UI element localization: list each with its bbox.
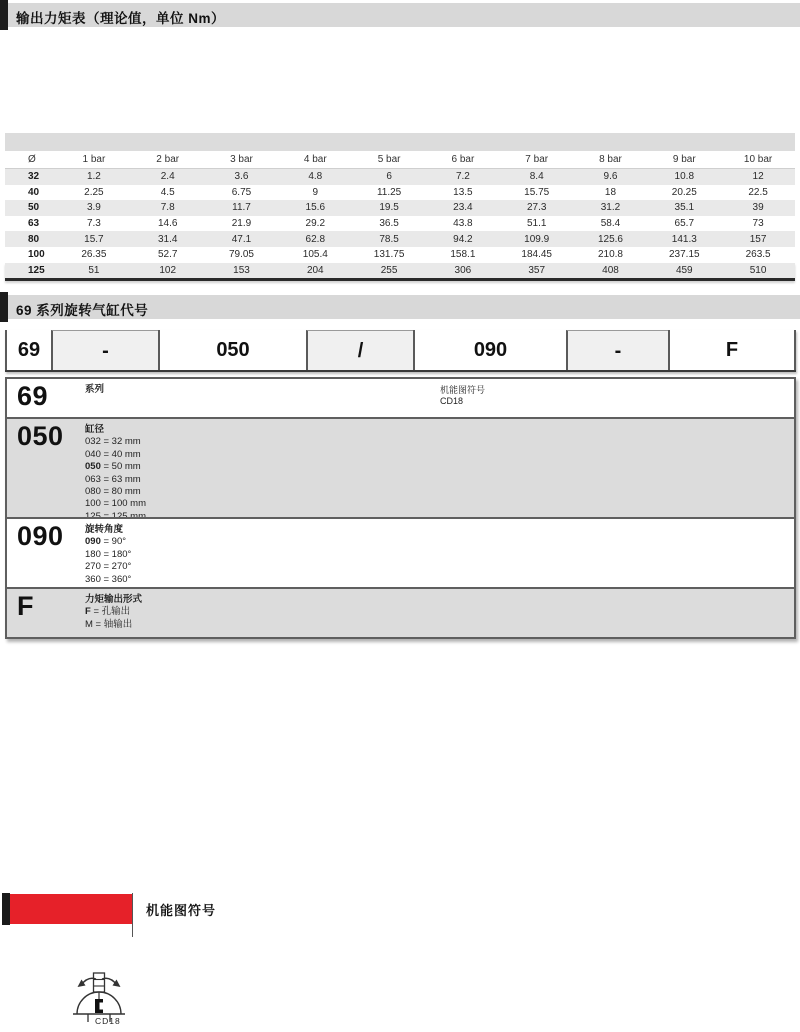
torque-value-cell: 15.7 xyxy=(84,233,104,245)
torque-table-grid xyxy=(5,151,795,281)
code-option: 040 = 40 mm xyxy=(85,448,141,460)
code-option: F = 孔输出 xyxy=(85,606,131,618)
torque-value-cell: 21.9 xyxy=(231,218,252,230)
pressure-column-header: 8 bar xyxy=(599,154,622,165)
torque-value-cell: 9.6 xyxy=(603,171,618,183)
code-segment: 050 xyxy=(17,421,64,451)
code-option: 050 = 50 mm xyxy=(85,461,141,473)
code-description-body xyxy=(85,519,794,587)
torque-value-cell: 35.1 xyxy=(674,202,695,214)
table-row xyxy=(5,247,795,263)
torque-value-cell: 78.5 xyxy=(379,233,399,245)
torque-value-cell: 125.6 xyxy=(597,233,623,245)
torque-value-cell: 1.2 xyxy=(86,171,101,183)
torque-value-cell: 7.2 xyxy=(455,171,470,183)
torque-value-cell: 22.5 xyxy=(748,186,768,198)
order-code-cell: / xyxy=(306,330,413,370)
table-row xyxy=(5,216,795,232)
code-option: 063 = 63 mm xyxy=(85,473,141,485)
code-description-title: 旋转角度 xyxy=(85,524,124,535)
torque-value-cell: 13.5 xyxy=(453,186,473,198)
diameter-cell: 50 xyxy=(28,202,40,214)
torque-value-cell: 31.2 xyxy=(600,202,621,214)
diameter-cell: 40 xyxy=(28,186,40,198)
function-symbol-heading: 机能图符号 xyxy=(146,903,217,918)
code-option: 125 = 125 mm xyxy=(85,510,147,522)
torque-value-cell: 306 xyxy=(454,264,472,276)
legend-divider-line xyxy=(132,893,133,937)
section-accent-bar xyxy=(0,0,8,30)
pressure-column-header: 10 bar xyxy=(743,154,773,165)
pressure-column-header: 6 bar xyxy=(451,154,475,165)
torque-value-cell: 11.7 xyxy=(232,202,251,214)
table-row xyxy=(5,231,795,247)
torque-value-cell: 6.75 xyxy=(231,186,252,198)
order-code-cell: - xyxy=(566,330,668,370)
function-symbol-code: CD18 xyxy=(95,1016,121,1026)
torque-value-cell: 14.6 xyxy=(157,218,178,230)
diameter-cell: 125 xyxy=(28,264,45,276)
code-description-row xyxy=(7,417,794,522)
code-description-row xyxy=(7,517,794,587)
torque-value-cell: 157 xyxy=(749,233,767,245)
code-description-title: 缸径 xyxy=(85,424,105,435)
torque-value-cell: 357 xyxy=(528,264,546,276)
torque-value-cell: 105.4 xyxy=(302,249,328,261)
code-option: 080 = 80 mm xyxy=(85,486,141,498)
function-symbol-note: 机能图符号 CD18 xyxy=(440,385,486,406)
torque-value-cell: 52.7 xyxy=(157,249,178,261)
torque-value-cell: 109.9 xyxy=(524,233,550,245)
code-option: 090 = 90° xyxy=(85,536,127,548)
torque-value-cell: 79.05 xyxy=(228,249,254,261)
code-description-row xyxy=(7,587,794,637)
order-code-cell: 090 xyxy=(413,330,566,370)
table-top-band xyxy=(5,133,795,151)
torque-value-cell: 39 xyxy=(752,202,764,214)
torque-value-cell: 23.4 xyxy=(453,202,473,214)
torque-value-cell: 102 xyxy=(159,264,177,276)
pressure-column-header: 9 bar xyxy=(672,154,696,165)
code-segment: F xyxy=(17,591,34,621)
pressure-column-header: 2 bar xyxy=(156,154,180,165)
code-segment: 69 xyxy=(17,381,49,411)
code-description-body xyxy=(85,419,794,522)
torque-value-cell: 58.4 xyxy=(600,218,621,230)
table-row xyxy=(5,263,795,282)
code-option: 360 = 360° xyxy=(85,573,132,585)
torque-value-cell: 65.7 xyxy=(674,218,695,230)
section-header-order-code xyxy=(0,295,800,319)
diameter-cell: 63 xyxy=(28,218,40,230)
torque-value-cell: 94.2 xyxy=(453,233,473,245)
torque-value-cell: 51 xyxy=(88,264,100,276)
torque-value-cell: 73 xyxy=(752,218,764,230)
pressure-column-header: 1 bar xyxy=(82,154,106,165)
torque-value-cell: 3.9 xyxy=(86,202,101,214)
torque-value-cell: 10.8 xyxy=(674,171,695,183)
torque-value-cell: 4.8 xyxy=(308,171,323,183)
torque-value-cell: 36.5 xyxy=(379,218,399,230)
torque-value-cell: 408 xyxy=(602,264,619,276)
torque-value-cell: 4.5 xyxy=(160,186,175,198)
torque-value-cell: 510 xyxy=(749,264,767,276)
order-code-cell: 69 xyxy=(5,330,51,370)
diameter-cell: 32 xyxy=(28,171,40,183)
pressure-column-header: 7 bar xyxy=(525,154,549,165)
section-title: 69 系列旋转气缸代号 xyxy=(16,303,149,318)
order-code-bar xyxy=(5,330,796,372)
torque-value-cell: 184.45 xyxy=(521,249,552,261)
code-description-title: 力矩输出形式 xyxy=(85,594,143,605)
torque-value-cell: 2.25 xyxy=(84,186,104,198)
code-option: 270 = 270° xyxy=(85,561,132,573)
torque-value-cell: 6 xyxy=(386,171,392,183)
torque-value-cell: 31.4 xyxy=(157,233,178,245)
torque-value-cell: 158.1 xyxy=(450,249,476,261)
order-code-cell: F xyxy=(668,330,796,370)
torque-value-cell: 3.6 xyxy=(234,171,249,183)
torque-value-cell: 15.75 xyxy=(524,186,550,198)
torque-value-cell: 9 xyxy=(312,186,319,198)
table-row xyxy=(5,185,795,201)
order-code-cell: 050 xyxy=(158,330,306,370)
code-segment: 090 xyxy=(17,521,64,551)
pressure-column-header: 3 bar xyxy=(230,154,253,165)
order-code-cell: - xyxy=(51,330,158,370)
torque-value-cell: 459 xyxy=(675,264,693,276)
torque-value-cell: 153 xyxy=(233,264,250,276)
legend-red-bar xyxy=(10,894,133,924)
torque-value-cell: 43.8 xyxy=(453,218,473,230)
order-code-description-table xyxy=(5,377,796,639)
torque-value-cell: 12 xyxy=(752,171,764,183)
legend-black-block xyxy=(2,893,10,925)
table-row xyxy=(5,200,795,216)
code-option: 032 = 32 mm xyxy=(85,436,141,448)
diameter-column-header: Ø xyxy=(28,154,36,165)
diameter-cell: 100 xyxy=(28,249,45,261)
torque-value-cell: 11.25 xyxy=(376,186,402,198)
torque-value-cell: 62.8 xyxy=(305,233,326,245)
torque-table xyxy=(5,133,795,281)
code-option: 180 = 180° xyxy=(85,548,132,560)
torque-value-cell: 47.1 xyxy=(231,233,252,245)
torque-value-cell: 204 xyxy=(306,264,324,276)
code-description-body xyxy=(85,589,794,637)
pressure-column-header: 5 bar xyxy=(377,154,401,165)
torque-value-cell: 255 xyxy=(380,264,398,276)
pressure-column-header: 4 bar xyxy=(303,154,327,165)
torque-value-cell: 27.3 xyxy=(526,202,547,214)
torque-value-cell: 18 xyxy=(604,186,617,198)
code-option: 100 = 100 mm xyxy=(85,498,147,510)
torque-value-cell: 20.25 xyxy=(671,186,697,198)
torque-value-cell: 19.5 xyxy=(379,202,399,214)
torque-value-cell: 15.6 xyxy=(305,202,326,214)
section-title: 输出力矩表（理论值，单位 Nm） xyxy=(16,11,226,26)
torque-value-cell: 8.4 xyxy=(529,171,544,183)
torque-value-cell: 26.35 xyxy=(81,249,107,261)
torque-value-cell: 29.2 xyxy=(305,218,326,230)
torque-value-cell: 7.8 xyxy=(160,202,175,214)
section-header-torque xyxy=(0,3,800,27)
torque-value-cell: 51.1 xyxy=(526,218,547,230)
code-description-title: 系列 xyxy=(85,384,105,395)
torque-value-cell: 210.8 xyxy=(597,249,623,261)
torque-value-cell: 237.15 xyxy=(668,249,700,261)
torque-value-cell: 7.3 xyxy=(86,218,101,230)
torque-value-cell: 2.4 xyxy=(160,171,175,183)
diameter-cell: 80 xyxy=(28,233,40,245)
section-accent-bar xyxy=(0,292,8,322)
torque-value-cell: 141.3 xyxy=(671,233,697,245)
torque-value-cell: 131.75 xyxy=(373,249,405,261)
torque-value-cell: 263.5 xyxy=(745,249,771,261)
code-option: M = 轴输出 xyxy=(85,618,133,630)
code-description-row xyxy=(7,379,794,417)
table-row xyxy=(5,169,795,185)
table-header-row xyxy=(5,151,795,169)
